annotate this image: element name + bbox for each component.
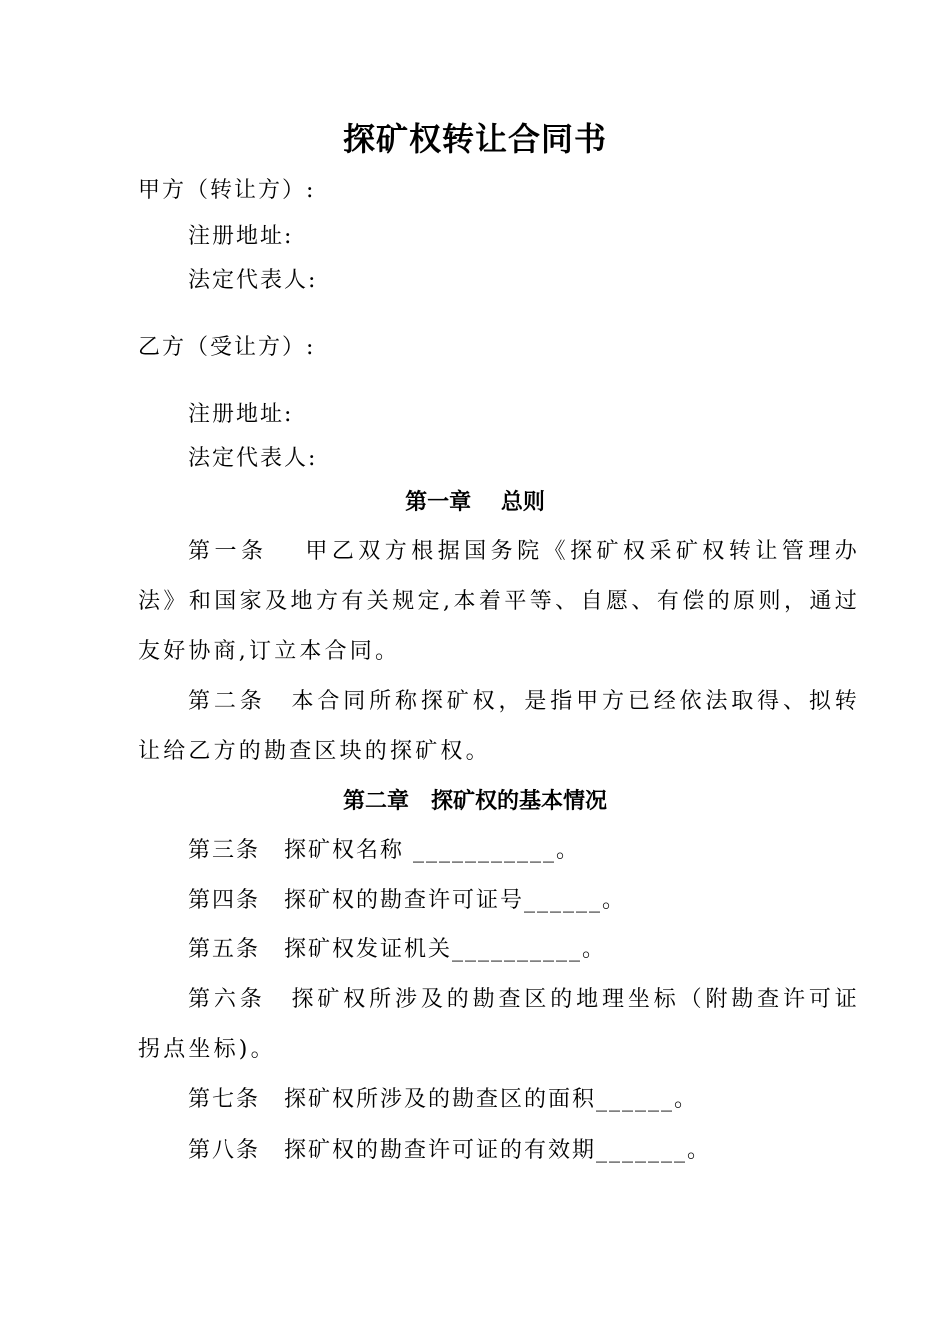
party-b-address-label: 注册地址: — [188, 402, 294, 427]
article-2: 第二条 本合同所称探矿权，是指甲方已经依法取得、拟转让给乙方的勘查区块的探矿权。 — [138, 689, 860, 764]
chapter-1-heading: 第一章 总则 — [405, 489, 545, 515]
party-a-representative-label: 法定代表人: — [188, 268, 318, 293]
party-a-label: 甲方（转让方）: — [138, 178, 316, 203]
article-3: 第三条 探矿权名称 ___________。 — [188, 838, 580, 863]
article-8: 第八条 探矿权的勘查许可证的有效期_______。 — [188, 1138, 712, 1163]
party-a-address-label: 注册地址: — [188, 224, 294, 249]
chapter-2-heading: 第二章 探矿权的基本情况 — [342, 788, 607, 814]
document-title: 探矿权转让合同书 — [342, 120, 607, 158]
article-6: 第六条 探矿权所涉及的勘查区的地理坐标（附勘查许可证拐点坐标)。 — [138, 987, 860, 1062]
article-1: 第一条 甲乙双方根据国务院《探矿权采矿权转让管理办法》和国家及地方有关规定,本着平等、自愿、有偿的原则，通过友好协商,订立本合同。 — [138, 539, 860, 664]
article-5: 第五条 探矿权发证机关__________。 — [188, 937, 607, 962]
article-7: 第七条 探矿权所涉及的勘查区的面积______。 — [188, 1087, 699, 1112]
party-b-representative-label: 法定代表人: — [188, 446, 318, 471]
party-b-label: 乙方（受让方）: — [138, 335, 316, 360]
article-4: 第四条 探矿权的勘查许可证号______。 — [188, 888, 627, 913]
